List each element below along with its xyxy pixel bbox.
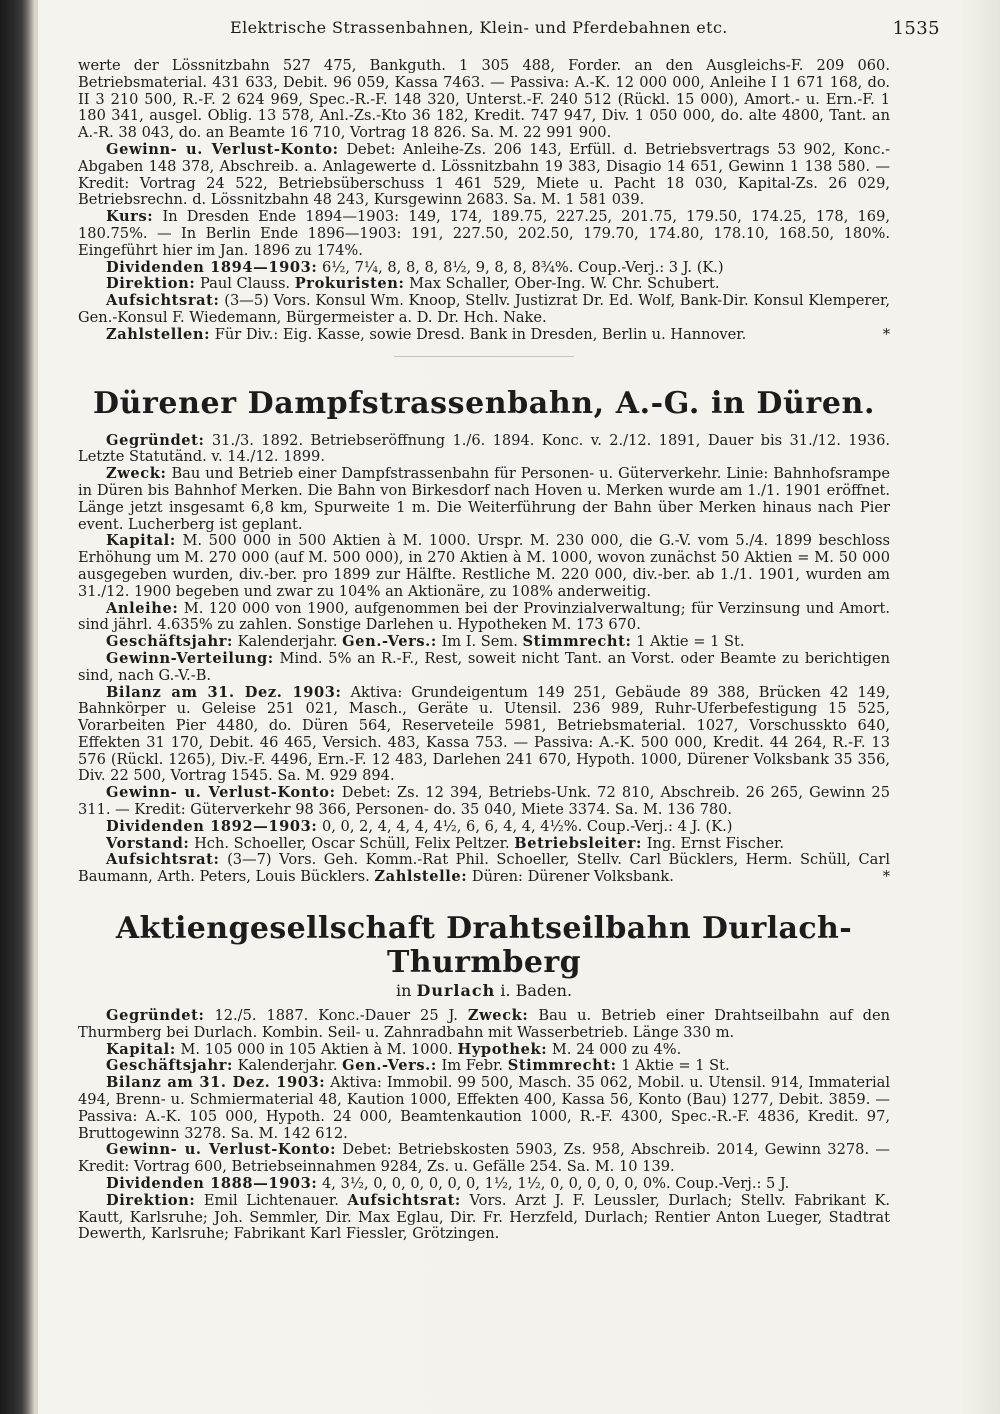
dividenden-entry [78, 260, 890, 277]
entry-label: Kapital: [106, 1040, 176, 1058]
entry-text: Emil Lichtenauer. [203, 1191, 339, 1209]
entry-label: Gen.-Vers.: [342, 633, 437, 651]
entry-label: Anleihe: [106, 599, 179, 617]
entry-text: Im Febr. [441, 1057, 504, 1075]
anleihe-entry [78, 601, 890, 635]
end-mark: * [882, 868, 890, 886]
company-heading: Dürener Dampfstrassenbahn, A.-G. in Düren. [93, 385, 875, 421]
entry-label: Vorstand: [106, 834, 190, 852]
entry-label: Gewinn- u. Verlust-Konto: [106, 784, 336, 802]
gegruendet-entry [78, 433, 890, 467]
entry-text: M. 105 000 in 105 Aktien à M. 1000. [180, 1040, 453, 1058]
entry-text: Im I. Sem. [441, 633, 518, 651]
entry-label: Kurs: [106, 208, 154, 226]
geschaeftsjahr-entry [78, 634, 890, 651]
entry-text: Kalenderjahr. [237, 633, 338, 651]
entry-label: Gegründet: [106, 1007, 205, 1025]
entry-text: Debet: Anleihe-Zs. 206 143, Erfüll. d. Betriebsvertrags 53 902, Konc.-Abgaben 148 378, Abschreib. a. Anlagewerte d. Lössnitzbahn 19 383, Disagio 14 651, Gewinn 1 138 580. — Kredit: Vortrag 24 522, Betriebsüberschuss 1 461 529, Miete u. Pacht 18 030, Kapital-Zs. 26 029, Betriebsrechn. d. Lössnitzbahn 48 243, Kursgewinn 2683. Sa. M. 1 581 039. [78, 140, 891, 209]
entry-text: Für Div.: Eig. Kasse, sowie Dresd. Bank in Dresden, Berlin u. Hannover. [214, 325, 747, 343]
entry-label: Dividenden 1888—1903: [106, 1175, 318, 1193]
entry-text: 0, 0, 2, 4, 4, 4, 4½, 6, 6, 4, 4, 4½%. Coup.-Verj.: 4 J. (K.) [321, 817, 733, 835]
zahlstellen-entry [78, 327, 890, 344]
dividenden-entry [78, 1176, 890, 1193]
vorstand-entry [78, 836, 890, 853]
entry-text: Ing. Ernst Fischer. [646, 834, 784, 852]
entry-label: Gewinn- u. Verlust-Konto: [106, 140, 339, 158]
entry-label: Stimmrecht: [522, 633, 632, 651]
entry-text: Bau und Betrieb einer Dampfstrassenbahn für Personen- u. Güterverkehr. Linie: Bahnhofsrampe in Düren bis Bahnhof Merken. Die Bahn von Birkesdorf nach Hoven u. Merken wurde am 1./1. 1901 eröffnet. Länge jetzt insgesamt 6,8 km, Spurweite 1 m. Die Weiterführung der Bahn über Merken hinaus nach Pier event. Lucherberg ist geplant. [78, 465, 891, 533]
location-suffix: i. Baden. [500, 981, 573, 1001]
entry-label: Aufsichtsrat: [106, 292, 220, 310]
entry-label: Gegründet: [106, 431, 205, 449]
entry-label: Gewinn- u. Verlust-Konto: [106, 1141, 337, 1159]
dividenden-entry [78, 819, 890, 836]
entry-text: 4, 3½, 0, 0, 0, 0, 0, 0, 1½, 1½, 0, 0, 0, 0, 0, 0%. Coup.-Verj.: 5 J. [321, 1175, 790, 1193]
entry-text: Mind. 5% an R.-F., Rest, soweit nicht Tant. an Vorst. oder Beamte zu berichtigen sind, nach G.-V.-B. [78, 649, 890, 684]
entry-label: Gewinn-Verteilung: [106, 649, 274, 667]
gv-konto-entry [78, 785, 890, 819]
entry-label: Aufsichtsrat: [347, 1191, 461, 1209]
entry-label: Hypothek: [457, 1040, 548, 1058]
geschaeftsjahr-entry [78, 1058, 890, 1075]
gv-konto-entry [78, 142, 890, 209]
gewinn-verteilung-entry [78, 651, 890, 685]
section-loessnitzbahn-continuation [78, 58, 890, 357]
entry-text: Kalenderjahr. [237, 1057, 338, 1075]
entry-label: Prokuristen: [294, 275, 405, 293]
bilanz-entry [78, 1075, 890, 1142]
entry-text: Düren: Dürener Volksbank. [471, 868, 674, 886]
kapital-entry [78, 1042, 890, 1059]
entry-label: Bilanz am 31. Dez. 1903: [106, 1074, 326, 1092]
entry-label: Direktion: [106, 275, 196, 293]
entry-label: Kapital: [106, 532, 176, 550]
entry-label: Zweck: [467, 1007, 529, 1025]
aufsichtsrat-entry [78, 852, 890, 886]
entry-text: Debet: Betriebskosten 5903, Zs. 958, Abschreib. 2014, Gewinn 3278. — Kredit: Vortrag 600, Betriebseinnahmen 9284, Zs. u. Gefälle 254. Sa. M. 10 139. [78, 1141, 891, 1176]
entry-label: Zahlstelle: [374, 868, 468, 886]
entry-label: Zweck: [106, 465, 167, 483]
direktion-entry [78, 1193, 890, 1243]
page-gutter [34, 0, 38, 1414]
entry-label: Bilanz am 31. Dez. 1903: [106, 683, 342, 701]
gv-konto-entry [78, 1142, 890, 1176]
gegruendet-entry [78, 1008, 890, 1042]
entry-text: Paul Clauss. [199, 275, 291, 293]
balance-continuation: werte der Lössnitzbahn 527 475, Bankguth. 1 305 488, Forder. an den Ausgleichs-F. 209 060. Betriebsmaterial. 431 633, Debit. 96 059, Kassa 7463. — Passiva: A.-K. 12 000 000, Anleihe I 1 671 168, do. II 3 210 500, R.-F. 2 624 969, Spec.-R.-F. 148 320, Unterst.-F. 240 512 (Rückl. 15 000), Amort.- u. Ern.-F. 1 180 341, ausgel. Oblig. 13 578, Anl.-Zs.-Kto 36 182, Kredit. 747 947, Div. 1 050 000, do. alte 4800, Tant. an A.-R. 38 043, do. an Beamte 16 710, Vortrag 18 826. Sa. M. 22 991 900. [78, 57, 890, 142]
book-spine [0, 0, 34, 1414]
entry-label: Dividenden 1892—1903: [106, 817, 318, 835]
entry-label: Stimmrecht: [507, 1057, 617, 1075]
page-number: 1535 [892, 18, 940, 39]
zweck-entry [78, 466, 890, 533]
kurs-entry [78, 209, 890, 259]
entry-text: Debet: Zs. 12 394, Betriebs-Unk. 72 810, Abschreib. 26 265, Gewinn 25 311. — Kredit: Güterverkehr 98 366, Personen- do. 35 040, Miete 3374. Sa. M. 136 780. [78, 784, 891, 819]
entry-text: In Dresden Ende 1894—1903: 149, 174, 189.75, 227.25, 201.75, 179.50, 174.25, 178, 169, 180.75%. — In Berlin Ende 1896—1903: 191, 227.50, 202.50, 179.70, 174.80, 178.10, 168.50, 180%. Eingeführt hier im Jan. 1896 zu 174%. [78, 208, 891, 259]
entry-text: Bau u. Betrieb einer Drahtseilbahn auf den Thurmberg bei Durlach. Kombin. Seil- u. Zahnradbahn mit Wasserbetrieb. Länge 330 m. [78, 1007, 890, 1041]
entry-text: 6½, 7¼, 8, 8, 8, 8½, 9, 8, 8, 8¾%. Coup.-Verj.: 3 J. (K.) [321, 258, 724, 276]
location-prefix: in [395, 981, 412, 1001]
entry-label: Betriebsleiter: [514, 834, 643, 852]
entry-text: Max Schaller, Ober-Ing. W. Chr. Schubert. [409, 275, 720, 293]
entry-text: M. 24 000 zu 4%. [551, 1040, 682, 1058]
entry-label: Geschäftsjahr: [106, 633, 233, 651]
aufsichtsrat-entry [78, 293, 890, 327]
entry-text: (3—7) Vors. Geh. Komm.-Rat Phil. Schoeller, Stellv. Carl Bücklers, Herm. Schüll, Carl Baumann, Arth. Peters, Louis Bücklers. [78, 851, 891, 886]
entry-label: Geschäftsjahr: [106, 1057, 233, 1075]
company-location [78, 982, 890, 1000]
running-title: Elektrische Strassenbahnen, Klein- und Pferdebahnen etc. [230, 18, 728, 37]
section-duerener-dampfstrassenbahn [78, 387, 890, 887]
entry-text: Aktiva: Immobil. 99 500, Masch. 35 062, Mobil. u. Utensil. 914, Immaterial 494, Brenn- u. Schmiermaterial 48, Kaution 1000, Effekten 400, Kassa 56, Konto (Bau) 1277, Debit. 3859. — Passiva: A.-K. 105 000, Hypoth. 24 000, Beamtenkaution 1000, R.-F. 4300, Spec.-R.-F. 4836, Kredit. 97, Bruttogewinn 3278. Sa. M. 142 612. [78, 1074, 891, 1142]
entry-label: Direktion: [106, 1191, 196, 1209]
entry-text: M. 500 000 in 500 Aktien à M. 1000. Urspr. M. 230 000, die G.-V. vom 5./4. 1899 beschloss Erhöhung um M. 270 000 (auf M. 500 000), in 270 Aktien à M. 1000, wovon zunächst 50 Aktien = M. 50 000 ausgegeben wurden, div.-ber. pro 1899 zur Hälfte. Restliche M. 220 000, div.-ber. ab 1./1. 1901, wurden am 31./12. 1900 begeben und zwar zu 104% an Aktionäre, zu 108% anderweitig. [78, 532, 891, 600]
entry-label: Aufsichtsrat: [106, 851, 220, 869]
page-content [78, 58, 890, 1243]
running-header [60, 14, 940, 40]
entry-label: Zahlstellen: [106, 325, 211, 343]
entry-text: Aktiva: Grundeigentum 149 251, Gebäude 89 388, Brücken 42 149, Bahnkörper u. Geleise 251 021, Masch., Geräte u. Utensil. 236 989, Ruhr-Uferbefestigung 15 525, Vorarbeiten Pier 4480, do. Düren 564, Reserveteile 5981, Betriebsmaterial. 1027, Vorschusskto 640, Effekten 31 170, Debit. 46 465, Versich. 483, Kassa 753. — Passiva: A.-K. 500 000, Kredit. 44 264, R.-F. 13 576 (Rückl. 1265), Div.-F. 4496, Ern.-F. 12 483, Darlehen 241 670, Hypoth. 1000, Dürener Volksbank 35 356, Div. 22 500, Vortrag 1545. Sa. M. 929 894. [78, 683, 890, 785]
entry-text: 1 Aktie = 1 St. [621, 1057, 730, 1075]
entry-text: M. 120 000 von 1900, aufgenommen bei der Provinzialverwaltung; für Verzinsung und Amort. sind jährl. 4.635% zu zahlen. Sonstige Darlehen u. Hypotheken M. 173 670. [78, 599, 890, 634]
direktion-entry [78, 276, 890, 293]
entry-label: Dividenden 1894—1903: [106, 258, 318, 276]
entry-text: (3—5) Vors. Konsul Wm. Knoop, Stellv. Justizrat Dr. Ed. Wolf, Bank-Dir. Konsul Klemperer, Gen.-Konsul F. Wiedemann, Bürgermeister a. D. Dr. Hch. Nake. [78, 292, 891, 326]
end-mark: * [882, 325, 890, 343]
bilanz-entry [78, 685, 890, 786]
company-heading: Aktiengesellschaft Drahtseilbahn Durlach-Thurmberg [115, 911, 853, 981]
location-city: Durlach [416, 981, 496, 1001]
kapital-entry [78, 533, 890, 600]
entry-text: Hch. Schoeller, Oscar Schüll, Felix Peltzer. [194, 834, 510, 852]
entry-text: Vors. Arzt J. F. Leussler, Durlach; Stellv. Fabrikant K. Kautt, Karlsruhe; Joh. Semmler, Dir. Max Eglau, Dir. Fr. Herzfeld, Durlach; Rentier Anton Lueger, Stadtrat Dewerth, Karlsruhe; Fabrikant Karl Fiessler, Grötzingen. [78, 1191, 891, 1243]
entry-label: Gen.-Vers.: [342, 1057, 437, 1075]
section-divider [394, 356, 574, 357]
section-drahtseilbahn-durlach [78, 912, 890, 1243]
entry-text: 12./5. 1887. Konc.-Dauer 25 J. [214, 1007, 458, 1025]
entry-text: 1 Aktie = 1 St. [636, 633, 745, 651]
entry-text: 31./3. 1892. Betriebseröffnung 1./6. 1894. Konc. v. 2./12. 1891, Dauer bis 31./12. 1936. Letzte Statutänd. v. 14./12. 1899. [78, 431, 890, 466]
